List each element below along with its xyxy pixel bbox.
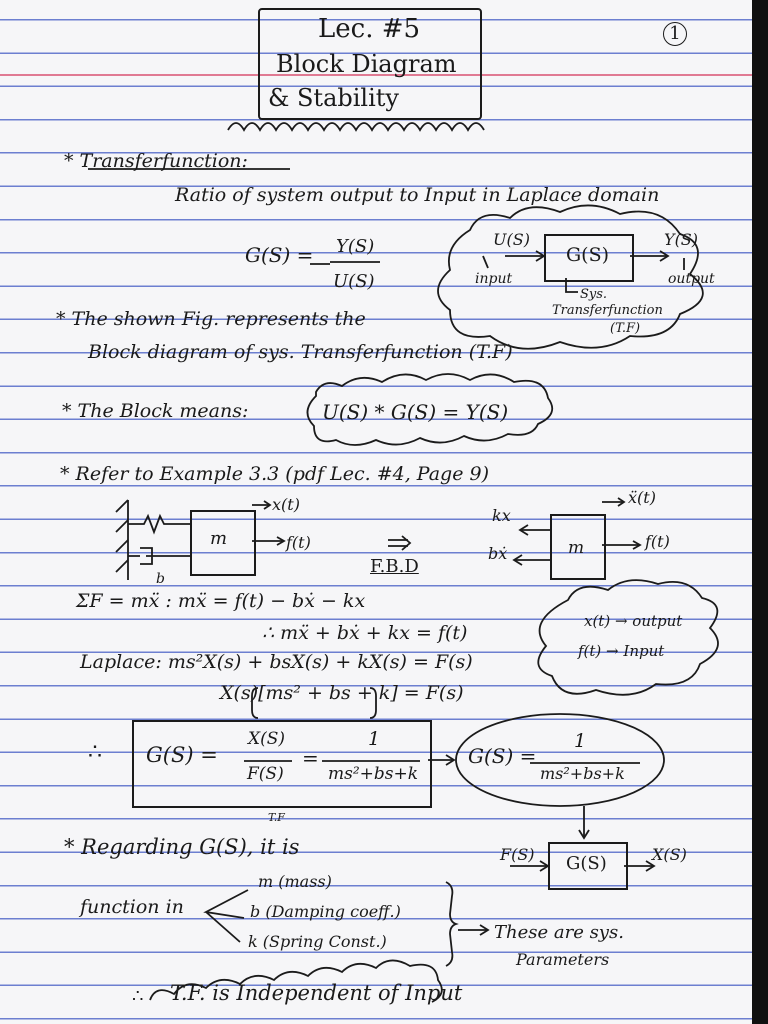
oval-result <box>456 714 664 806</box>
oval-denominator: ms²+bs+k <box>540 764 625 783</box>
figure-note-line2: Block diagram of sys. Transferfunction (T.F) <box>88 341 513 363</box>
damper-icon <box>128 548 190 564</box>
transfer-function-definition: Ratio of system output to Input in Laplace domain <box>175 184 660 206</box>
output-mapping: x(t) → output <box>584 612 683 630</box>
regarding-line: * Regarding G(S), it is <box>64 835 300 859</box>
final-block-label: G(S) <box>566 853 607 874</box>
input-mapping: f(t) → Input <box>578 642 665 660</box>
mass-label: m <box>210 528 228 549</box>
final-input-label: F(S) <box>500 845 535 864</box>
oval-g-lhs: G(S) = <box>468 744 537 768</box>
cloud-io-mapping <box>538 580 718 695</box>
cloud-conclusion <box>150 960 442 1002</box>
damper-b-label: b <box>156 571 165 587</box>
function-in-label: function in <box>80 896 184 918</box>
sys-caption: Sys. <box>580 287 608 302</box>
conclusion-text: T.F. is Independent of Input <box>170 981 463 1005</box>
damper-force-label: bẋ <box>488 544 508 563</box>
transfer-function-heading: * Transferfunction: <box>64 150 248 172</box>
acceleration-label: ẍ(t) <box>628 488 656 507</box>
result-ratio-denominator: F(S) <box>247 764 284 784</box>
force-label: f(t) <box>286 533 311 552</box>
fbd-mass-label: m <box>568 538 585 558</box>
x-of-t-label: x(t) <box>272 495 300 514</box>
final-output-label: X(S) <box>652 845 687 864</box>
input-caption: input <box>475 271 513 287</box>
figure-note-line1: * The shown Fig. represents the <box>56 308 366 330</box>
tf-formula-numerator: Y(S) <box>336 236 375 257</box>
example-heading: * Refer to Example 3.3 (pdf Lec. #4, Page 9) <box>60 463 489 485</box>
cloud-tf-block <box>438 205 703 348</box>
cloud-block-equation <box>307 374 552 445</box>
conclusion-mark: ∴ <box>132 986 144 1007</box>
title-block-diagram: Block Diagram <box>276 50 457 78</box>
tf-formula-lhs: G(S) = <box>245 243 314 267</box>
block-means-text: * The Block means: <box>62 400 249 422</box>
wavy-underline <box>228 123 484 130</box>
title-stability: & Stability <box>268 84 399 112</box>
result-fraction-denominator: ms²+bs+k <box>328 764 419 784</box>
block-output-label: Y(S) <box>664 230 699 249</box>
param-spring: k (Spring Const.) <box>248 932 387 951</box>
scan-edge-strip <box>752 0 768 1024</box>
factored-equation: X(s)[ms² + bs + k] = F(s) <box>220 682 464 704</box>
rearranged-equation: ∴ mẍ + bẋ + kx = f(t) <box>262 622 468 644</box>
tf-caption: Transferfunction <box>552 303 663 318</box>
oval-numerator: 1 <box>574 730 587 752</box>
page-number: 1 <box>663 22 687 46</box>
param-damping: b (Damping coeff.) <box>250 902 401 921</box>
function-in-brace <box>206 890 248 942</box>
tf-formula-denominator: U(S) <box>333 271 375 292</box>
result-ratio-numerator: X(S) <box>248 729 286 749</box>
therefore-mark: ∴ <box>88 740 102 765</box>
spring-icon <box>128 516 190 532</box>
result-g-lhs: G(S) = <box>146 743 218 767</box>
tf-annotation: T.F <box>268 811 285 824</box>
tf-abbrev-caption: (T.F) <box>610 321 641 336</box>
tf-block-label: G(S) <box>566 244 610 266</box>
output-caption: output <box>668 271 715 287</box>
laplace-equation: Laplace: ms²X(s) + bsX(s) + kX(s) = F(s) <box>80 651 473 673</box>
param-mass: m (mass) <box>258 872 332 891</box>
lecture-number: Lec. #5 <box>318 14 421 44</box>
fbd-label: F.B.D <box>370 556 419 577</box>
newton-equation: ΣF = mẍ : mẍ = f(t) − bẋ − kx <box>76 590 366 612</box>
spring-force-label: kx <box>492 506 511 525</box>
block-means-equation: U(S) * G(S) = Y(S) <box>322 400 509 424</box>
these-are-label: These are sys. <box>494 922 624 943</box>
fbd-force-label: f(t) <box>645 532 670 551</box>
result-equals: = <box>302 746 319 770</box>
block-input-label: U(S) <box>493 230 530 249</box>
result-fraction-numerator: 1 <box>368 728 381 750</box>
parameters-label: Parameters <box>516 950 610 969</box>
